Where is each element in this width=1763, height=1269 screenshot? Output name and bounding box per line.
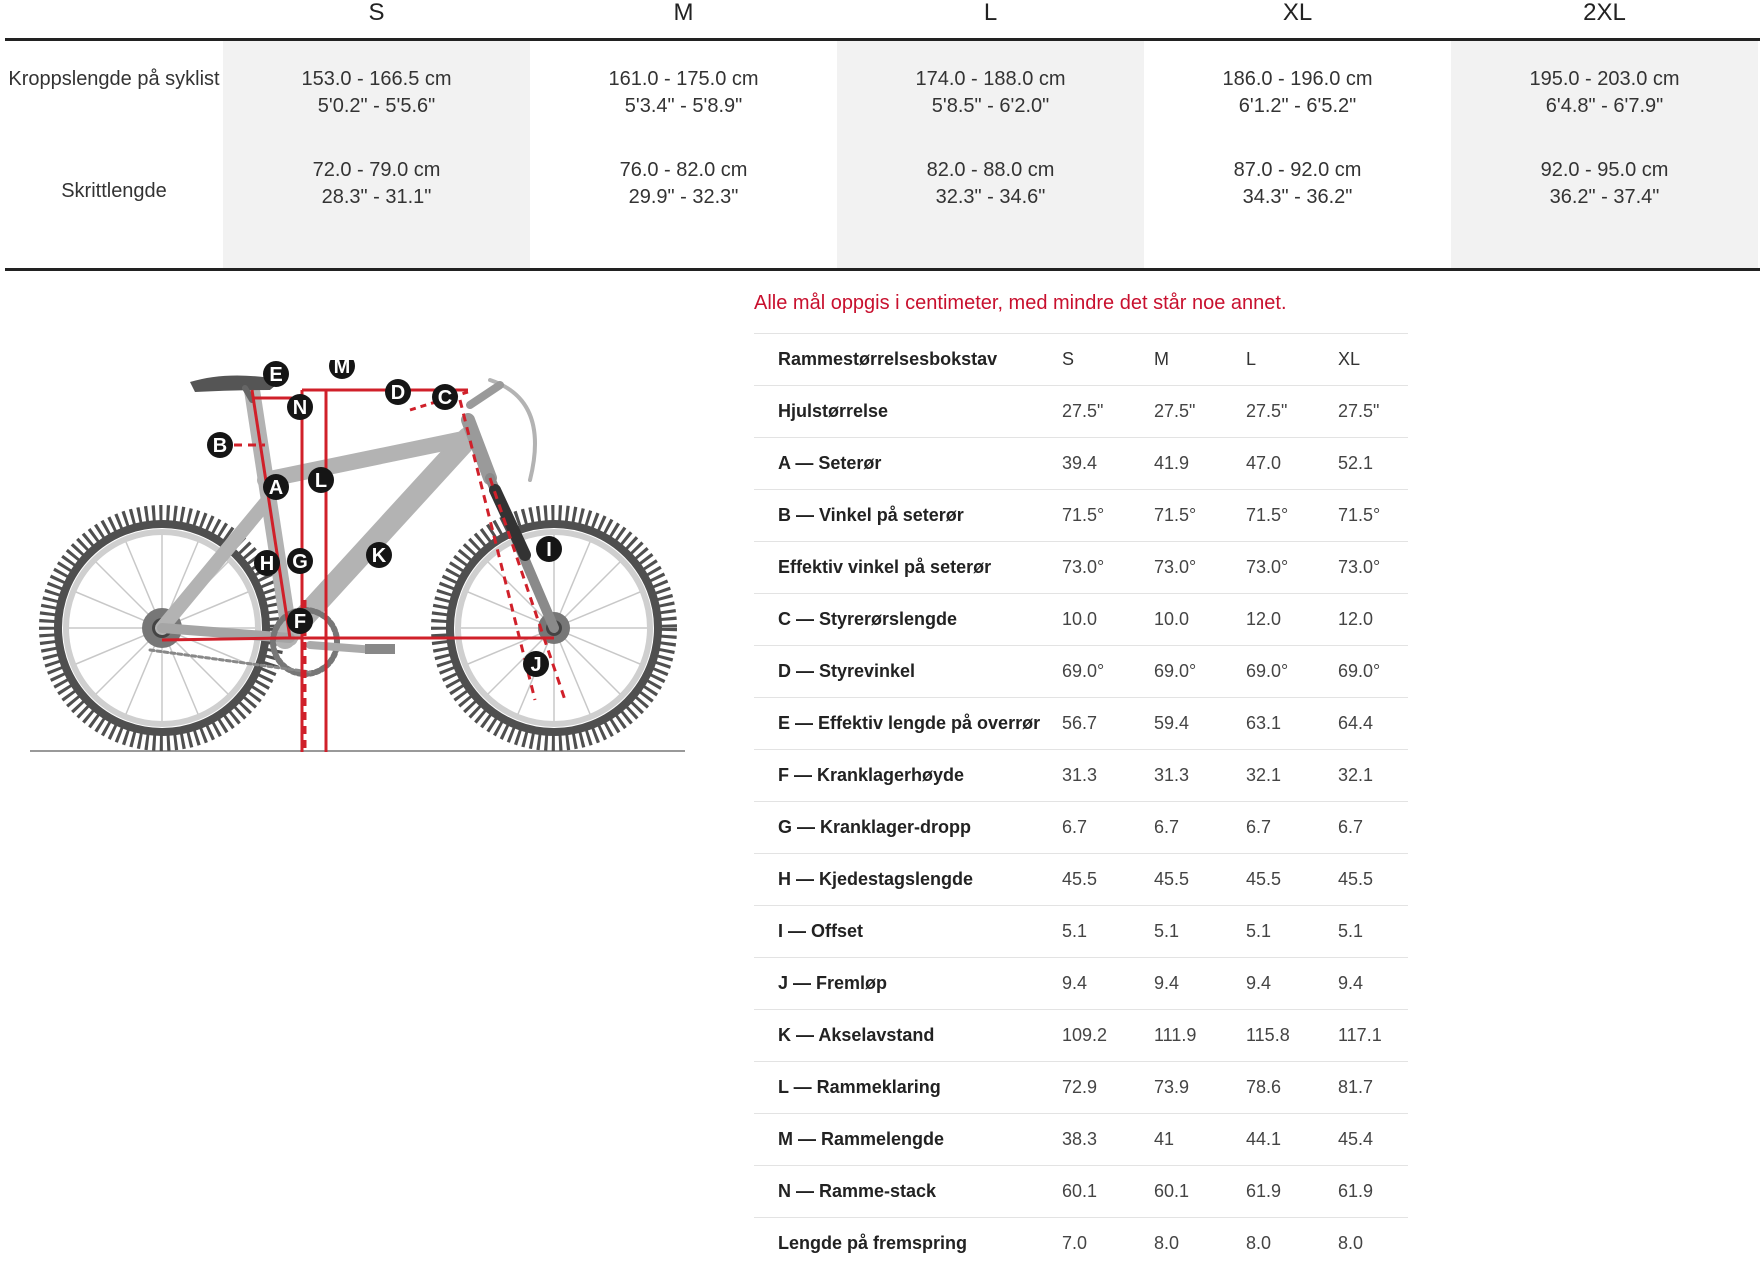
rider-height-in: 6'1.2" - 6'5.2" — [1238, 95, 1357, 117]
geometry-row-value: 59.4 — [1154, 713, 1190, 733]
size-body — [5, 41, 1760, 271]
units-note: Alle mål oppgis i centimeter, med mindre det står noe annet. — [754, 292, 1287, 314]
geometry-header-label: Rammestørrelsesbokstav — [778, 349, 998, 369]
rider-height-in: 5'0.2" - 5'5.6" — [317, 95, 436, 117]
geometry-row-value: 72.9 — [1062, 1077, 1098, 1097]
size-column-xl — [1144, 41, 1451, 268]
geometry-row — [754, 385, 1408, 437]
geometry-row — [754, 801, 1408, 853]
svg-text:I: I — [546, 539, 552, 561]
geometry-header-row — [754, 333, 1408, 385]
geometry-row-label: E — Effektiv lengde på overrør — [778, 713, 1041, 733]
geometry-row-value: 9.4 — [1246, 973, 1272, 993]
geometry-row-value: 73.9 — [1154, 1077, 1190, 1097]
geometry-row-value: 60.1 — [1154, 1181, 1190, 1201]
geometry-row-value: 6.7 — [1154, 817, 1180, 837]
geometry-row-label: M — Rammelengde — [778, 1129, 945, 1149]
geometry-row — [754, 957, 1408, 1009]
svg-text:H: H — [259, 553, 275, 575]
marker-h-icon — [254, 550, 280, 576]
geometry-row-value: 45.5 — [1246, 869, 1282, 889]
rider-height-in: 5'8.5" - 6'2.0" — [931, 95, 1050, 117]
inseam-cm: 76.0 - 82.0 cm — [619, 159, 748, 181]
geometry-row-value: 32.1 — [1246, 765, 1282, 785]
geometry-row-value: 47.0 — [1246, 453, 1282, 473]
marker-d-icon — [385, 379, 411, 405]
geometry-row-value: 45.5 — [1154, 869, 1190, 889]
inseam-cm: 72.0 - 79.0 cm — [312, 159, 441, 181]
geometry-header-xl: XL — [1338, 349, 1361, 369]
svg-text:L: L — [314, 470, 328, 492]
bike-geometry-diagram — [20, 360, 700, 780]
rider-height-cm: 195.0 - 203.0 cm — [1529, 68, 1680, 90]
geometry-row-value: 60.1 — [1062, 1181, 1098, 1201]
rider-height-cm: 153.0 - 166.5 cm — [301, 68, 452, 90]
geometry-row — [754, 749, 1408, 801]
row-labels — [5, 41, 223, 268]
rider-height-cm: 186.0 - 196.0 cm — [1222, 68, 1373, 90]
geometry-row-value: 6.7 — [1062, 817, 1088, 837]
geometry-row-value: 69.0° — [1154, 661, 1197, 681]
size-header-m: M — [673, 0, 694, 26]
size-column-m — [530, 41, 837, 268]
inseam-cm: 87.0 - 92.0 cm — [1233, 159, 1362, 181]
rider-height-in: 5'3.4" - 5'8.9" — [624, 95, 743, 117]
geometry-row-value: 8.0 — [1154, 1233, 1180, 1253]
size-column-2xl — [1451, 41, 1758, 268]
geometry-row-value: 12.0 — [1246, 609, 1282, 629]
geometry-row-label: A — Seterør — [778, 453, 882, 473]
geometry-row-label: D — Styrevinkel — [778, 661, 916, 681]
geometry-row-value: 69.0° — [1246, 661, 1289, 681]
svg-text:J: J — [530, 654, 542, 676]
geometry-row-value: 27.5" — [1154, 401, 1196, 421]
svg-text:C: C — [437, 387, 453, 409]
svg-text:K: K — [371, 545, 387, 567]
geometry-row-value: 5.1 — [1062, 921, 1088, 941]
geometry-row-label: K — Akselavstand — [778, 1025, 935, 1045]
geometry-row-value: 52.1 — [1338, 453, 1374, 473]
size-header-2xl: 2XL — [1583, 0, 1626, 26]
rider-height-cm: 174.0 - 188.0 cm — [915, 68, 1066, 90]
size-header-row — [5, 0, 1760, 41]
geometry-row — [754, 489, 1408, 541]
svg-text:N: N — [292, 397, 308, 419]
geometry-row-value: 7.0 — [1062, 1233, 1088, 1253]
geometry-row-value: 69.0° — [1338, 661, 1381, 681]
geometry-row-label: Effektiv vinkel på seterør — [778, 557, 992, 577]
svg-text:D: D — [390, 382, 406, 404]
svg-text:M: M — [333, 360, 351, 378]
geometry-row-value: 71.5° — [1154, 505, 1197, 525]
geometry-row-value: 41.9 — [1154, 453, 1190, 473]
geometry-header-l: L — [1246, 349, 1257, 369]
geometry-row-label: Lengde på fremspring — [778, 1233, 968, 1253]
geometry-row-label: I — Offset — [778, 921, 864, 941]
inseam-in: 36.2" - 37.4" — [1549, 186, 1660, 208]
geometry-row-label: B — Vinkel på seterør — [778, 505, 964, 525]
geometry-header-s: S — [1062, 349, 1075, 369]
geometry-row-value: 41 — [1154, 1129, 1175, 1149]
svg-text:A: A — [268, 477, 284, 499]
geometry-row-value: 9.4 — [1338, 973, 1364, 993]
geometry-row — [754, 1061, 1408, 1113]
inseam-in: 32.3" - 34.6" — [935, 186, 1046, 208]
geometry-row-value: 73.0° — [1246, 557, 1289, 577]
geometry-row-value: 78.6 — [1246, 1077, 1282, 1097]
geometry-header-m: M — [1154, 349, 1169, 369]
geometry-row — [754, 1113, 1408, 1165]
inseam-in: 29.9" - 32.3" — [628, 186, 739, 208]
marker-g-icon — [287, 548, 313, 574]
marker-m-icon — [329, 360, 355, 379]
geometry-row — [754, 541, 1408, 593]
marker-j-icon — [523, 651, 549, 677]
geometry-row-value: 6.7 — [1338, 817, 1364, 837]
geometry-row-value: 31.3 — [1062, 765, 1098, 785]
geometry-row-value: 10.0 — [1062, 609, 1098, 629]
geometry-row — [754, 697, 1408, 749]
size-header-s: S — [368, 0, 385, 26]
geometry-row — [754, 1217, 1408, 1269]
inseam-in: 34.3" - 36.2" — [1242, 186, 1353, 208]
geometry-row-value: 111.9 — [1154, 1025, 1197, 1045]
geometry-row-value: 39.4 — [1062, 453, 1098, 473]
geometry-row — [754, 593, 1408, 645]
geometry-row-label: F — Kranklagerhøyde — [778, 765, 965, 785]
svg-text:F: F — [293, 611, 307, 633]
geometry-row-label: C — Styrerørslengde — [778, 609, 958, 629]
geometry-rows — [754, 385, 1408, 1269]
rider-height-cm: 161.0 - 175.0 cm — [608, 68, 759, 90]
geometry-row-label: J — Fremløp — [778, 973, 888, 993]
size-column-l — [837, 41, 1144, 268]
geometry-row — [754, 645, 1408, 697]
geometry-row-value: 27.5" — [1062, 401, 1104, 421]
geometry-row-value: 8.0 — [1246, 1233, 1272, 1253]
geometry-row-value: 8.0 — [1338, 1233, 1364, 1253]
geometry-row-value: 73.0° — [1062, 557, 1105, 577]
geometry-row-value: 69.0° — [1062, 661, 1105, 681]
rider-height-in: 6'4.8" - 6'7.9" — [1545, 95, 1664, 117]
geometry-row-value: 31.3 — [1154, 765, 1190, 785]
geometry-row-value: 9.4 — [1154, 973, 1180, 993]
marker-f-icon — [287, 608, 313, 634]
geometry-row-value: 109.2 — [1062, 1025, 1108, 1045]
inseam-cm: 92.0 - 95.0 cm — [1540, 159, 1669, 181]
svg-text:G: G — [292, 551, 308, 573]
svg-text:E: E — [269, 364, 283, 386]
marker-b-icon — [207, 432, 233, 458]
marker-e-icon — [263, 361, 289, 387]
geometry-row-value: 56.7 — [1062, 713, 1098, 733]
geometry-row-value: 5.1 — [1338, 921, 1364, 941]
geometry-row-label: H — Kjedestagslengde — [778, 869, 974, 889]
geometry-row-value: 45.4 — [1338, 1129, 1374, 1149]
geometry-row-value: 61.9 — [1338, 1181, 1374, 1201]
marker-l-icon — [308, 467, 334, 493]
rider-height-label: Kroppslengde på syklist — [8, 68, 220, 90]
inseam-label: Skrittlengde — [61, 180, 167, 202]
geometry-row-value: 64.4 — [1338, 713, 1374, 733]
geometry-row-value: 115.8 — [1246, 1025, 1290, 1045]
inseam-cm: 82.0 - 88.0 cm — [926, 159, 1055, 181]
size-column-s — [223, 41, 530, 268]
geometry-row-value: 27.5" — [1246, 401, 1288, 421]
geometry-row-label: Hjulstørrelse — [778, 401, 889, 421]
marker-n-icon — [287, 394, 313, 420]
geometry-row-label: G — Kranklager-dropp — [778, 817, 972, 837]
geometry-row-value: 45.5 — [1338, 869, 1374, 889]
inseam-in: 28.3" - 31.1" — [321, 186, 432, 208]
geometry-row-value: 10.0 — [1154, 609, 1190, 629]
geometry-row-value: 73.0° — [1154, 557, 1197, 577]
geometry-row-value: 117.1 — [1338, 1025, 1382, 1045]
geometry-row — [754, 1009, 1408, 1061]
geometry-row-value: 73.0° — [1338, 557, 1381, 577]
geometry-row-value: 27.5" — [1338, 401, 1380, 421]
marker-c-icon — [432, 384, 458, 410]
marker-a-icon — [263, 474, 289, 500]
geometry-row-value: 71.5° — [1062, 505, 1105, 525]
geometry-row-value: 81.7 — [1338, 1077, 1374, 1097]
geometry-table — [754, 333, 1408, 1269]
svg-text:B: B — [212, 435, 228, 457]
marker-k-icon — [366, 542, 392, 568]
geometry-row-value: 61.9 — [1246, 1181, 1282, 1201]
marker-i-icon — [536, 536, 562, 562]
geometry-row-value: 44.1 — [1246, 1129, 1282, 1149]
geometry-row — [754, 1165, 1408, 1217]
size-table — [5, 0, 1760, 271]
geometry-row-label: N — Ramme-stack — [778, 1181, 937, 1201]
geometry-row-value: 5.1 — [1154, 921, 1180, 941]
geometry-row-value: 71.5° — [1246, 505, 1289, 525]
geometry-row — [754, 853, 1408, 905]
size-header-l: L — [983, 0, 998, 26]
geometry-row-value: 12.0 — [1338, 609, 1374, 629]
geometry-row — [754, 905, 1408, 957]
geometry-row-value: 45.5 — [1062, 869, 1098, 889]
geometry-row-value: 5.1 — [1246, 921, 1272, 941]
geometry-row-value: 63.1 — [1246, 713, 1282, 733]
size-header-xl: XL — [1282, 0, 1313, 26]
geometry-row-label: L — Rammeklaring — [778, 1077, 941, 1097]
geometry-row — [754, 437, 1408, 489]
geometry-row-value: 71.5° — [1338, 505, 1381, 525]
geometry-row-value: 38.3 — [1062, 1129, 1098, 1149]
geometry-row-value: 9.4 — [1062, 973, 1088, 993]
geometry-row-value: 32.1 — [1338, 765, 1374, 785]
geometry-row-value: 6.7 — [1246, 817, 1272, 837]
